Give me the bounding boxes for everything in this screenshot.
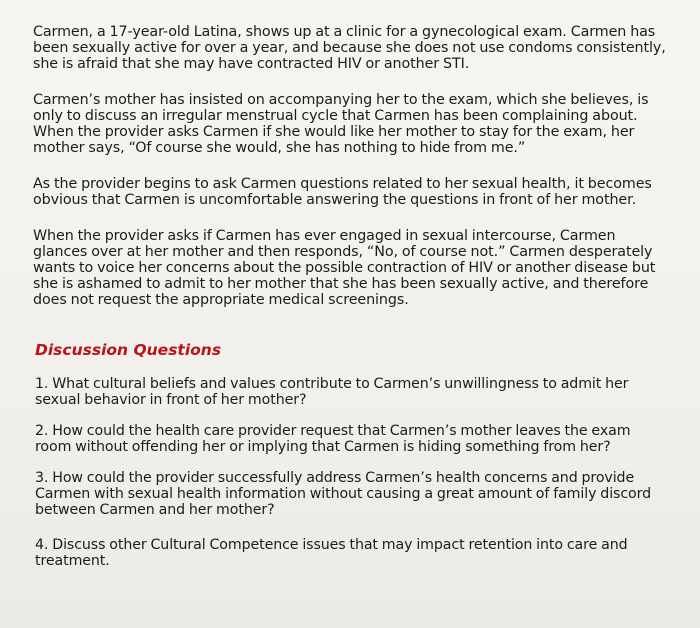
discussion-question-1: 1. What cultural beliefs and values contribute to Carmen’s unwillingness to admit her sexual behavior in front of her mother? bbox=[35, 376, 629, 408]
discussion-heading: Discussion Questions bbox=[35, 341, 222, 359]
discussion-question-4: 4. Discuss other Cultural Competence issues that may impact retention into care and treatment. bbox=[35, 537, 628, 569]
discussion-question-3: 3. How could the provider successfully address Carmen’s health concerns and provide Carmen with sexual health information without causing a great amount of family discord between Carmen and her mother? bbox=[35, 470, 652, 518]
discussion-question-2: 2. How could the health care provider request that Carmen’s mother leaves the exam room without offending her or implying that Carmen is hiding something from her? bbox=[35, 423, 631, 455]
case-paragraph-2: Carmen’s mother has insisted on accompanying her to the exam, which she believes, is only to discuss an irregular menstrual cycle that Carmen has been complaining about. When the provider asks Carmen if she would like her mother to stay for the exam, her mother says, “Of course she would, she has nothing to hide from me.” bbox=[33, 92, 649, 156]
case-paragraph-4: When the provider asks if Carmen has ever engaged in sexual intercourse, Carmen glances over at her mother and then responds, “No, of course not.” Carmen desperately wants to voice her concerns about the possible contraction of HIV or another disease but she is ashamed to admit to her mother that she has been sexually active, and therefore does not request the appropriate medical screenings. bbox=[33, 228, 656, 308]
case-paragraph-3: As the provider begins to ask Carmen questions related to her sexual health, it becomes obvious that Carmen is uncomfortable answering the questions in front of her mother. bbox=[33, 176, 652, 208]
case-paragraph-1: Carmen, a 17-year-old Latina, shows up at a clinic for a gynecological exam. Carmen has been sexually active for over a year, and because she does not use condoms consistently, she is afraid that she may have contracted HIV or another STI. bbox=[33, 24, 666, 72]
